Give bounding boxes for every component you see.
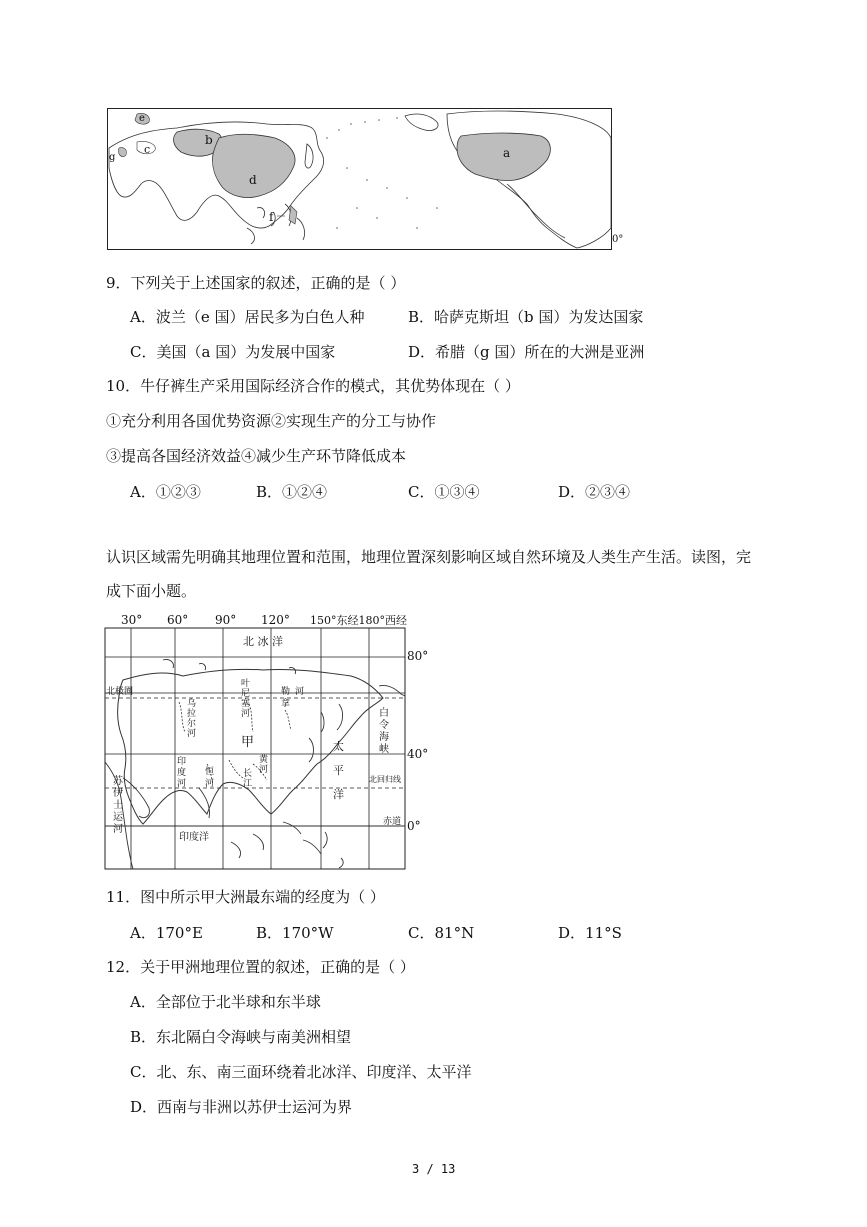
label-yenisei-4: 河 <box>241 709 251 719</box>
label-d: d <box>249 173 257 187</box>
label-indus-2: 度 <box>177 768 187 778</box>
page-number: 3 / 13 <box>412 1162 456 1176</box>
label-indus-1: 印 <box>177 757 187 767</box>
q12-option-a[interactable]: A．全部位于北半球和东半球 <box>130 993 321 1011</box>
map1-equator-label: 0° <box>612 234 624 245</box>
label-ganges-1: 恒 <box>205 767 215 777</box>
top-tick-150-180: 150°东经180°西经 <box>310 614 407 627</box>
label-bering-2: 令 <box>379 720 389 731</box>
world-country-map-svg <box>107 108 612 250</box>
label-yenisei-3: 塞 <box>241 699 251 709</box>
label-b: b <box>205 133 213 147</box>
label-c: c <box>144 143 151 156</box>
label-huanghe-2: 河 <box>259 765 269 775</box>
q11-option-d[interactable]: D．11°S <box>558 924 622 942</box>
label-suez-3: 士 <box>113 800 123 811</box>
label-suez-1: 苏 <box>113 776 123 787</box>
label-jia: 甲 <box>241 735 255 750</box>
label-pacific-3: 洋 <box>333 788 344 801</box>
top-tick-60: 60° <box>167 613 189 627</box>
top-tick-90: 90° <box>215 613 237 627</box>
label-f: f <box>269 210 274 224</box>
q10-option-b[interactable]: B．①②④ <box>256 483 328 501</box>
q12-option-c[interactable]: C．北、东、南三面环绕着北冰洋、印度洋、太平洋 <box>130 1063 472 1081</box>
label-ural-4: 河 <box>187 729 197 739</box>
label-tropic: 北回归线 <box>369 775 401 784</box>
label-suez-2: 伊 <box>113 788 123 799</box>
label-yenisei-1: 叶 <box>241 679 251 689</box>
asia-grid-map <box>103 612 433 874</box>
q9-option-b[interactable]: B．哈萨克斯坦（b 国）为发达国家 <box>408 308 644 326</box>
label-pacific-2: 平 <box>333 764 344 777</box>
label-bering-3: 海 <box>379 732 389 743</box>
label-a: a <box>503 146 511 160</box>
label-ganges-2: 河 <box>205 779 215 789</box>
q9-option-c[interactable]: C．美国（a 国）为发展中国家 <box>130 343 336 361</box>
q11-option-c[interactable]: C．81°N <box>408 924 475 942</box>
label-suez-5: 河 <box>113 824 123 835</box>
label-e: e <box>139 113 145 124</box>
q12-option-d[interactable]: D．西南与非洲以苏伊士运河为界 <box>130 1098 353 1116</box>
label-indian-ocean: 印度洋 <box>179 832 209 843</box>
country-g-shape <box>118 148 126 157</box>
q10-option-c[interactable]: C．①③④ <box>408 483 480 501</box>
right-tick-40: 40° <box>407 747 429 761</box>
label-ural-3: 尔 <box>187 719 197 729</box>
asia-grid-map-svg <box>103 612 433 874</box>
label-pacific-1: 太 <box>333 740 344 753</box>
q10-statement-1: ①充分利用各国优势资源②实现生产的分工与协作 <box>106 412 437 430</box>
label-bering-1: 白 <box>379 708 389 719</box>
q10-stem: 10．牛仔裤生产采用国际经济合作的模式，其优势体现在（ ） <box>106 377 520 395</box>
top-tick-30: 30° <box>121 613 143 627</box>
label-yenisei-2: 尼 <box>241 689 251 699</box>
world-country-map <box>107 108 612 250</box>
label-lena-1: 勒 <box>281 687 291 697</box>
q12-option-b[interactable]: B．东北隔白令海峡与南美洲相望 <box>130 1028 352 1046</box>
q12-stem: 12．关于甲洲地理位置的叙述，正确的是（ ） <box>106 958 415 976</box>
intro-line-1: 认识区域需先明确其地理位置和范围，地理位置深刻影响区域自然环境及人类生产生活。读图，完 <box>106 548 752 566</box>
q11-option-a[interactable]: A．170°E <box>130 924 203 942</box>
label-huanghe-1: 黄 <box>259 755 269 765</box>
label-ural-1: 乌 <box>187 699 197 709</box>
label-arctic-circle: 北极圈 <box>106 687 134 697</box>
label-g: g <box>109 152 116 163</box>
q10-option-d[interactable]: D．②③④ <box>558 483 631 501</box>
right-tick-80: 80° <box>407 649 429 663</box>
label-indus-3: 河 <box>177 779 187 789</box>
q11-stem: 11．图中所示甲大洲最东端的经度为（ ） <box>106 888 385 906</box>
intro-line-2: 成下面小题。 <box>106 582 197 600</box>
label-lena-3: 河 <box>295 687 305 697</box>
label-ural-2: 拉 <box>187 709 197 719</box>
q9-option-d[interactable]: D．希腊（g 国）所在的大洲是亚洲 <box>408 343 645 361</box>
q10-option-a[interactable]: A．①②③ <box>130 483 201 501</box>
q11-option-b[interactable]: B．170°W <box>256 924 334 942</box>
q10-statement-2: ③提高各国经济效益④减少生产环节降低成本 <box>106 447 407 465</box>
top-tick-120: 120° <box>261 613 290 627</box>
label-yangtze-2: 江 <box>243 779 253 789</box>
q9-option-a[interactable]: A．波兰（e 国）居民多为白色人种 <box>130 308 365 326</box>
right-tick-0: 0° <box>407 819 421 833</box>
label-yangtze-1: 长 <box>243 769 253 779</box>
label-equator: 赤道 <box>383 817 402 827</box>
label-arctic-ocean: 北 冰 洋 <box>243 635 283 648</box>
label-bering-4: 峡 <box>379 744 389 755</box>
label-lena-2: 拿 <box>281 699 291 709</box>
q9-stem: 9．下列关于上述国家的叙述，正确的是（ ） <box>106 274 406 292</box>
label-suez-4: 运 <box>113 812 123 823</box>
